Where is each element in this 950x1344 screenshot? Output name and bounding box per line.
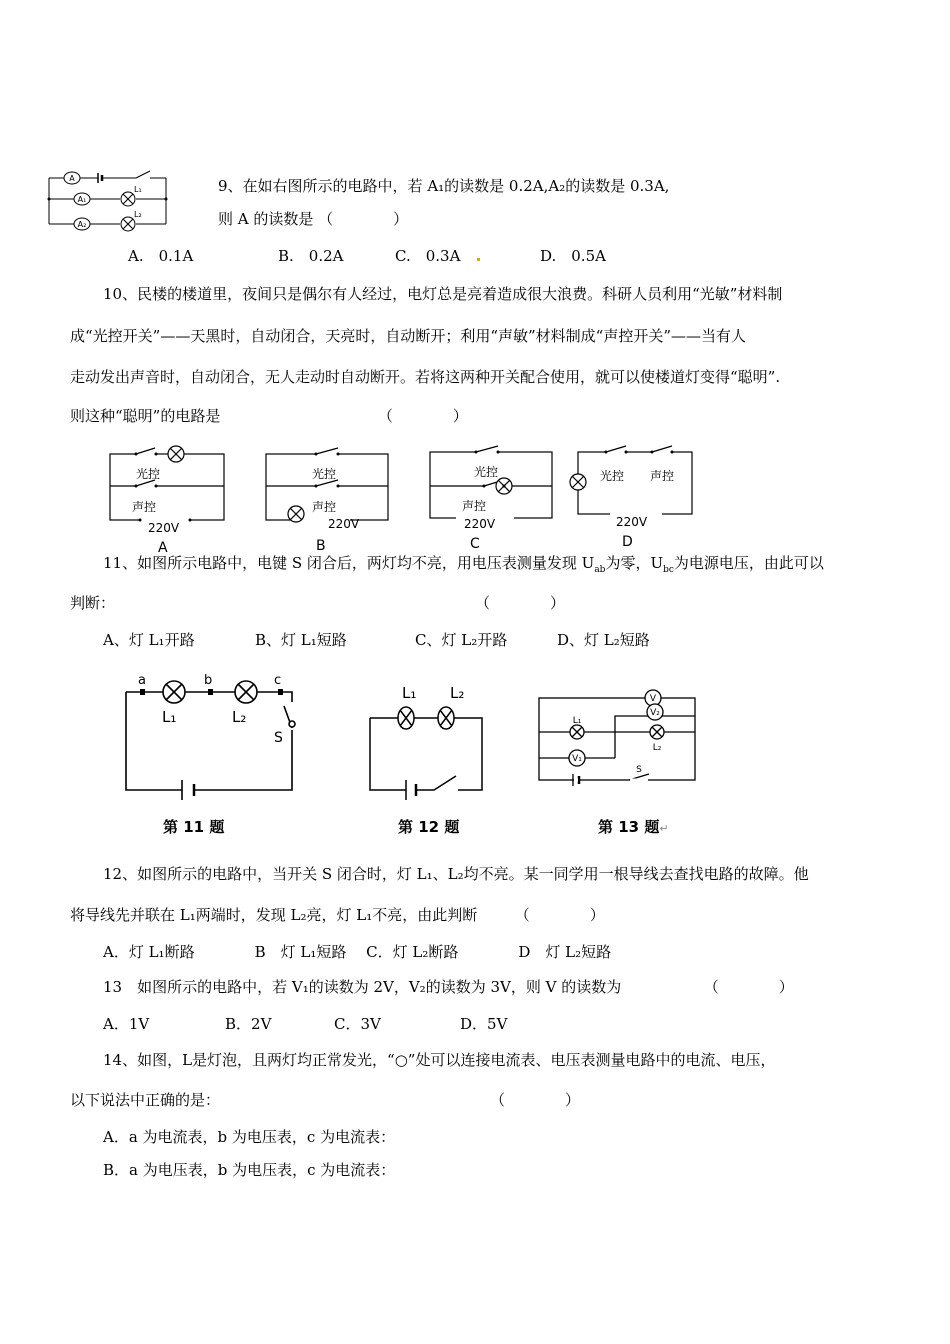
q13-stem: 13 如图所示的电路中，若 V₁的读数为 2V，V₂的读数为 3V，则 V 的读数为 （ ） bbox=[103, 978, 794, 996]
q14-stem-line2: 以下说法中正确的是： （ ） bbox=[70, 1091, 581, 1109]
b-sound-switch-label: 声控 bbox=[312, 500, 337, 514]
q11-option-a: A、灯 L₁开路 bbox=[103, 631, 195, 649]
q13-option-b: B．2V bbox=[225, 1015, 272, 1033]
fig13-caption bbox=[598, 816, 669, 837]
d-light-switch-label: 光控 bbox=[600, 469, 625, 483]
q11-option-b: B、灯 L₁短路 bbox=[255, 631, 347, 649]
fig11-l1-label: L₁ bbox=[162, 708, 177, 726]
lamp-l2-label: L₂ bbox=[134, 210, 142, 219]
q11-option-d: D、灯 L₂短路 bbox=[557, 631, 650, 649]
q9-stem-line2: 则 A 的读数是 （ ） bbox=[218, 210, 409, 228]
option-letter-c: C bbox=[470, 536, 480, 552]
a-light-switch-label: 光控 bbox=[136, 467, 161, 481]
q11-stem-line2: 判断： （ ） bbox=[70, 594, 566, 612]
fig13-l2-label: L₂ bbox=[652, 743, 662, 753]
q11-sub-bc: bc bbox=[663, 565, 674, 575]
node-a-label: a bbox=[138, 673, 146, 688]
return-mark-icon: ↵ bbox=[659, 822, 669, 835]
q14-option-a: A．a 为电流表，b 为电压表，c 为电流表： bbox=[103, 1128, 396, 1146]
c-light-switch-label: 光控 bbox=[474, 465, 499, 479]
node-c-label: c bbox=[274, 673, 282, 688]
a-sound-switch-label: 声控 bbox=[132, 500, 157, 514]
fig12-circuit bbox=[362, 676, 492, 800]
fig13-caption-text: 第 13 题 bbox=[598, 818, 660, 836]
stray-dot bbox=[477, 258, 480, 261]
q9-circuit-diagram bbox=[44, 168, 172, 234]
q11-option-c: C、灯 L₂开路 bbox=[415, 631, 508, 649]
q12-stem-line1: 12、如图所示的电路中，当开关 S 闭合时，灯 L₁、L₂均不亮。某一同学用一根导线去查找电路的故障。他 bbox=[103, 865, 809, 883]
c-voltage-label: 220V bbox=[464, 517, 496, 531]
fig12-l2-label: L₂ bbox=[450, 684, 465, 702]
fig13-l1-label: L₁ bbox=[572, 716, 582, 726]
q13-option-d: D．5V bbox=[460, 1015, 508, 1033]
fig13-circuit bbox=[535, 688, 700, 788]
fig11-caption: 第 11 题 bbox=[163, 818, 225, 836]
switch-s-label: S bbox=[274, 730, 283, 746]
q9-stem-line1: 9、在如右图所示的电路中，若 A₁的读数是 0.2A,A₂的读数是 0.3A, bbox=[218, 177, 670, 195]
q10-option-circuits bbox=[100, 440, 720, 556]
q11-stem-end: 为电源电压，由此可以 bbox=[673, 554, 824, 572]
b-light-switch-label: 光控 bbox=[312, 467, 337, 481]
q14-stem-line1: 14、如图，L是灯泡，且两灯均正常发光，“○”处可以连接电流表、电压表测量电路中的电流、电压， bbox=[103, 1051, 776, 1069]
q9-option-c: C. 0.3A bbox=[395, 247, 461, 265]
c-sound-switch-label: 声控 bbox=[462, 499, 487, 513]
q11-stem-start: 11、如图所示电路中，电键 S 闭合后，两灯均不亮，用电压表测量发现 U bbox=[103, 554, 595, 572]
fig12-l1-label: L₁ bbox=[402, 684, 417, 702]
voltmeter-v-label: V bbox=[649, 694, 657, 704]
q11-sub-ab: ab bbox=[594, 565, 606, 575]
q13-option-a: A．1V bbox=[103, 1015, 150, 1033]
q11-stem-line1 bbox=[103, 553, 824, 580]
q14-option-b: B．a 为电压表，b 为电压表，c 为电流表： bbox=[103, 1161, 396, 1179]
q9-option-d: D. 0.5A bbox=[540, 247, 606, 265]
q12-options: A．灯 L₁断路 B 灯 L₁短路 C．灯 L₂断路 D 灯 L₂短路 bbox=[103, 943, 612, 961]
q13-option-c: C．3V bbox=[334, 1015, 381, 1033]
option-letter-b: B bbox=[316, 538, 326, 554]
d-sound-switch-label: 声控 bbox=[650, 469, 675, 483]
q10-stem-line3: 走动发出声音时，自动闭合，无人走动时自动断开。若将这两种开关配合使用，就可以使楼道灯变得“聪明”. bbox=[70, 368, 781, 386]
option-letter-a: A bbox=[158, 540, 168, 556]
q12-stem-line2: 将导线先并联在 L₁两端时，发现 L₂亮，灯 L₁不亮，由此判断 （ ） bbox=[70, 906, 605, 924]
ammeter-a2-label: A₂ bbox=[77, 220, 87, 229]
q11-stem-mid: 为零，U bbox=[605, 554, 664, 572]
d-voltage-label: 220V bbox=[616, 515, 648, 529]
b-voltage-label: 220V bbox=[328, 517, 360, 531]
ammeter-a1-label: A₁ bbox=[77, 195, 87, 204]
a-voltage-label: 220V bbox=[148, 521, 180, 535]
q9-option-a: A. 0.1A bbox=[128, 247, 194, 265]
q10-stem-line4: 则这种“聪明”的电路是 （ ） bbox=[70, 407, 468, 425]
ammeter-a-label: A bbox=[69, 174, 75, 183]
fig12-caption: 第 12 题 bbox=[398, 818, 460, 836]
fig11-l2-label: L₂ bbox=[232, 708, 247, 726]
fig11-circuit bbox=[118, 672, 308, 804]
option-letter-d: D bbox=[622, 534, 633, 550]
voltmeter-v1-label: V₁ bbox=[572, 754, 582, 764]
q10-stem-line1: 10、民楼的楼道里，夜间只是偶尔有人经过，电灯总是亮着造成很大浪费。科研人员利用“光敏”材料制 bbox=[103, 285, 783, 303]
lamp-l1-label: L₁ bbox=[134, 185, 142, 194]
q9-option-b: B. 0.2A bbox=[278, 247, 344, 265]
fig13-switch-label: S bbox=[636, 765, 642, 775]
q10-stem-line2: 成“光控开关”——天黑时，自动闭合，天亮时，自动断开；利用“声敏”材料制成“声控开关”——当有人 bbox=[70, 327, 747, 345]
voltmeter-v2-label: V₂ bbox=[650, 708, 660, 718]
node-b-label: b bbox=[204, 673, 213, 688]
